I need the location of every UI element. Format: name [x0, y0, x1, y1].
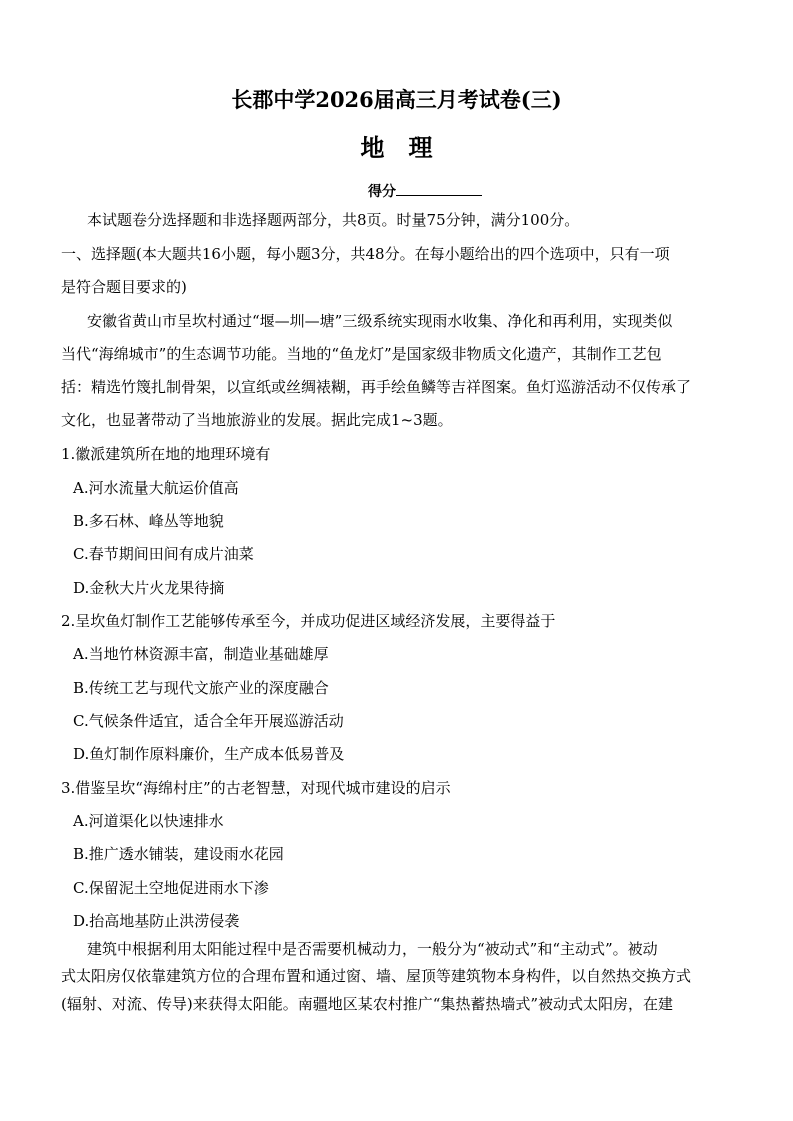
passage2-line: 式太阳房仅依靠建筑方位的合理布置和通过窗、墙、屋顶等建筑物本身构件，以自然热交换方式	[61, 967, 692, 985]
section1-heading-line1: 一、选择题(本大题共16小题，每小题3分，共48分。在每小题给出的四个选项中，只有一项	[61, 245, 670, 263]
question-option: D.金秋大片火龙果待摘	[73, 579, 225, 597]
score-field	[368, 181, 482, 201]
passage1-line: 当代“海绵城市”的生态调节功能。当地的“鱼龙灯”是国家级非物质文化遗产，其制作工艺包	[61, 345, 662, 363]
section1-heading-line2: 是符合题目要求的)	[61, 278, 187, 296]
passage2-line: (辐射、对流、传导)来获得太阳能。南疆地区某农村推广“集热蓄热墙式”被动式太阳房，在建	[61, 995, 674, 1013]
question-option: C.春节期间田间有成片油菜	[73, 545, 254, 563]
question-option: B.传统工艺与现代文旅产业的深度融合	[73, 679, 329, 697]
subject-title: 地理	[360, 133, 457, 162]
exam-title: 长郡中学2026届高三月考试卷(三)	[231, 87, 562, 112]
passage1-line: 安徽省黄山市呈坎村通过“堰—圳—塘”三级系统实现雨水收集、净化和再利用，实现类似	[87, 312, 673, 330]
question-option: A.河道渠化以快速排水	[73, 812, 224, 830]
question-option: C.气候条件适宜，适合全年开展巡游活动	[73, 712, 344, 730]
question-option: B.多石林、峰丛等地貌	[73, 512, 224, 530]
question-stem: 1.徽派建筑所在地的地理环境有	[61, 445, 271, 463]
intro-text: 本试题卷分选择题和非选择题两部分，共8页。时量75分钟，满分100分。	[87, 211, 580, 229]
question-option: A.河水流量大航运价值高	[73, 479, 239, 497]
question-stem: 2.呈坎鱼灯制作工艺能够传承至今，并成功促进区域经济发展，主要得益于	[61, 612, 556, 630]
passage1-line: 文化，也显著带动了当地旅游业的发展。据此完成1~3题。	[61, 411, 453, 429]
question-option: D.鱼灯制作原料廉价，生产成本低易普及	[73, 745, 345, 763]
question-option: C.保留泥土空地促进雨水下渗	[73, 879, 269, 897]
question-stem: 3.借鉴呈坎“海绵村庄”的古老智慧，对现代城市建设的启示	[61, 779, 451, 797]
question-option: B.推广透水铺装，建设雨水花园	[73, 845, 284, 863]
score-label: 得分	[368, 184, 396, 200]
question-option: A.当地竹林资源丰富，制造业基础雄厚	[73, 645, 329, 663]
score-blank-line	[396, 181, 482, 196]
passage1-line: 括：精选竹篾扎制骨架，以宣纸或丝绸裱糊，再手绘鱼鳞等吉祥图案。鱼灯巡游活动不仅传承了	[61, 378, 692, 396]
question-option: D.抬高地基防止洪涝侵袭	[73, 912, 240, 930]
passage2-line: 建筑中根据利用太阳能过程中是否需要机械动力，一般分为“被动式”和“主动式”。被动	[87, 940, 658, 958]
